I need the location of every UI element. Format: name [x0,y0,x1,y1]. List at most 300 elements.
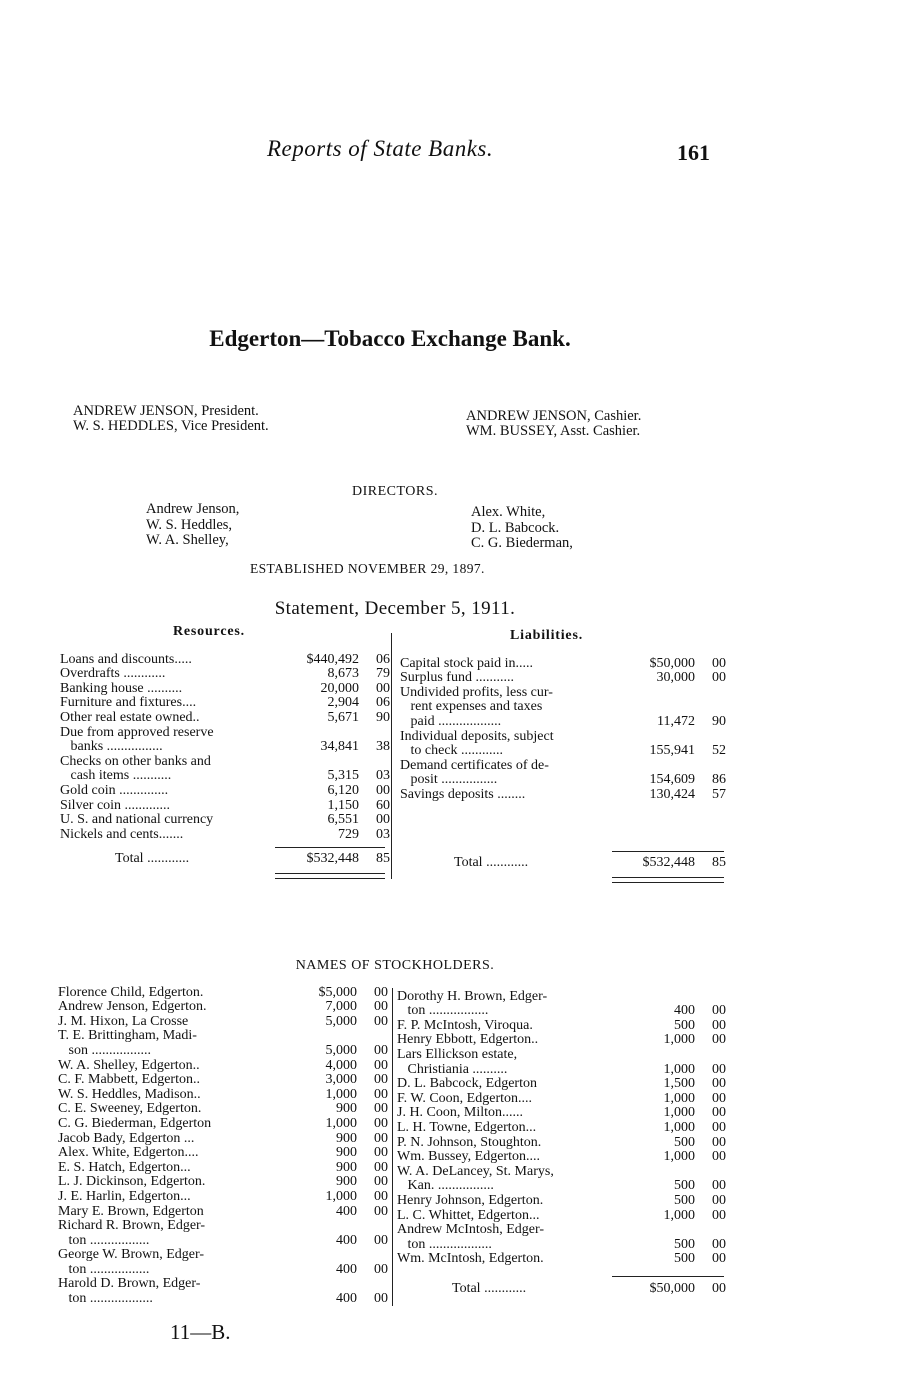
table-row [397,1120,726,1135]
liabilities-total [400,855,726,870]
row-label: Demand certificates of de- [400,758,549,773]
row-dollars: 500 [674,1251,695,1267]
liabilities-table [400,656,726,802]
row-cents: 00 [712,1032,726,1048]
table-row [397,1047,726,1062]
table-row [400,744,726,759]
row-cents: 00 [374,1072,388,1088]
table-row [60,798,390,813]
row-dollars: 11,472 [657,713,695,729]
row-cents: 00 [376,812,390,828]
row-cents: 90 [376,709,390,725]
row-cents: 00 [712,1149,726,1165]
table-row [400,671,726,686]
row-label: Henry Ebbott, Edgerton.. [397,1032,539,1048]
table-row [60,696,390,711]
row-label: posit ................ [400,772,498,788]
row-dollars [618,729,700,744]
table-row [58,1073,388,1088]
table-row [397,1018,726,1033]
row-label: Wm. Bussey, Edgerton.... [397,1149,540,1165]
row-cents [362,1219,388,1234]
row-cents: 00 [374,1291,388,1307]
liabilities-double-rule [612,877,724,883]
row-label: Undivided profits, less cur- [400,685,553,700]
row-cents: 57 [712,786,726,802]
row-label: Dorothy H. Brown, Edger- [397,989,548,1004]
row-dollars [618,685,700,700]
table-row [58,1262,388,1277]
row-label: Harold D. Brown, Edger- [58,1276,201,1292]
row-dollars: 155,941 [649,743,695,759]
row-cents: 00 [712,1134,726,1150]
table-row [58,1189,388,1204]
row-label: U. S. and national currency [60,812,214,828]
row-label: Andrew McIntosh, Edger- [397,1222,545,1238]
officer-president: ANDREW JENSON, President. [73,403,259,419]
officer-vice-president: W. S. HEDDLES, Vice President. [73,418,269,434]
row-cents [700,700,726,715]
row-cents: 38 [376,739,390,755]
table-row [58,1204,388,1219]
row-dollars [618,989,700,1004]
director-name: W. A. Shelley, [146,532,229,548]
table-row [58,1043,388,1058]
row-dollars: 900 [336,1130,357,1146]
row-label: paid .................. [400,714,502,729]
row-label: Checks on other banks and [60,754,211,769]
row-cents: 00 [712,1076,726,1092]
row-dollars: 900 [336,1174,357,1190]
row-cents [364,754,390,769]
table-row [60,652,390,667]
row-label: to check ............ [400,743,504,759]
row-cents: 00 [374,1159,388,1175]
row-cents: 00 [374,1057,388,1073]
row-cents: 00 [712,1192,726,1208]
row-dollars: 500 [674,1178,695,1194]
row-dollars: 400 [336,1232,357,1248]
row-label: Capital stock paid in..... [400,656,533,671]
table-row [397,1106,726,1121]
row-cents [362,1248,388,1263]
row-cents: 06 [376,695,390,711]
row-label: ton ................. [397,1003,489,1019]
row-label: Lars Ellickson estate, [397,1047,518,1062]
row-dollars: $440,492 [306,651,359,667]
row-cents: 00 [374,1203,388,1219]
row-label: L. J. Dickinson, Edgerton. [58,1174,206,1190]
row-label: F. P. McIntosh, Viroqua. [397,1018,533,1033]
row-cents: 00 [374,1086,388,1102]
row-label: Loans and discounts..... [60,652,192,667]
row-label: cash items ........... [60,768,172,784]
table-row [397,1252,726,1267]
liabilities-total-label: Total ............ [454,855,529,870]
director-name: W. S. Heddles, [146,516,233,533]
row-dollars: 5,000 [325,1013,357,1029]
row-dollars: 5,000 [325,1042,357,1058]
table-row [58,1175,388,1190]
row-label: ton ................. [58,1262,150,1277]
resources-total-cents: 85 [376,850,390,866]
row-cents: 00 [374,1145,388,1161]
row-label: C. E. Sweeney, Edgerton. [58,1101,202,1117]
row-cents: 00 [712,1105,726,1121]
row-cents: 00 [376,782,390,798]
row-cents: 00 [374,1013,388,1029]
table-row [58,1146,388,1161]
row-dollars: 500 [674,1017,695,1033]
row-cents: 00 [712,1017,726,1033]
row-dollars [280,1248,362,1263]
table-row [397,1223,726,1238]
stockholders-total-label: Total ............ [452,1281,527,1296]
row-cents: 06 [376,651,390,667]
row-dollars: 1,000 [663,1061,695,1077]
row-dollars: 130,424 [649,786,695,802]
row-dollars: 7,000 [325,999,357,1015]
row-dollars: 3,000 [325,1072,357,1088]
officers-right [466,409,641,439]
table-row [400,685,726,700]
row-label: L. C. Whittet, Edgerton... [397,1207,540,1223]
table-row [397,1179,726,1194]
row-label: W. A. DeLancey, St. Marys, [397,1164,554,1179]
row-cents: 60 [376,797,390,813]
liabilities-total-cents: 85 [712,854,726,870]
row-label: Due from approved reserve [60,724,214,740]
row-label: Kan. ................ [397,1178,494,1194]
row-label: W. S. Heddles, Madison.. [58,1087,201,1102]
statement-date: Statement, December 5, 1911. [274,598,516,619]
row-label: George W. Brown, Edger- [58,1247,205,1263]
row-label: Gold coin .............. [60,783,169,798]
page-number: 161 [677,140,710,165]
row-label: Nickels and cents....... [60,827,184,842]
row-label: ton ................. [58,1233,150,1248]
bank-title: Edgerton—Tobacco Exchange Bank. [209,326,571,351]
row-dollars: 1,000 [663,1090,695,1106]
table-row [400,656,726,671]
table-row [397,1150,726,1165]
row-dollars: 500 [674,1134,695,1150]
row-cents: 00 [712,1236,726,1252]
table-row [60,769,390,784]
row-dollars: 900 [336,1101,357,1117]
table-row [397,1164,726,1179]
row-cents [700,685,726,700]
row-cents: 00 [712,1090,726,1106]
row-label: ton .................. [58,1291,153,1307]
row-label: E. S. Hatch, Edgerton... [58,1160,191,1175]
liabilities-total-rule [612,851,724,852]
row-dollars: 34,841 [320,739,359,755]
row-cents [362,1029,388,1044]
liabilities-total-dollars: $532,448 [642,854,695,870]
table-row [60,827,390,842]
officers-left [73,404,269,434]
director-name: D. L. Babcock. [471,519,560,536]
director-name: C. G. Biederman, [471,535,573,551]
row-label: J. M. Hixon, La Crosse [58,1014,189,1029]
row-dollars [618,1223,700,1238]
row-dollars: $50,000 [649,655,695,671]
table-row [58,1087,388,1102]
table-row [397,1091,726,1106]
resources-total [60,851,390,866]
table-row [60,813,390,828]
directors-heading: DIRECTORS. [351,484,439,499]
row-label: Surplus fund ........... [400,670,514,686]
row-dollars: 2,904 [327,695,359,711]
officer-asst-cashier: WM. BUSSEY, Asst. Cashier. [466,423,641,439]
column-divider [391,633,392,879]
row-dollars: 729 [338,826,359,842]
row-dollars [618,1164,700,1179]
table-row [400,729,726,744]
table-row [58,1131,388,1146]
liabilities-heading: Liabilities. [510,628,583,643]
row-label: Wm. McIntosh, Edgerton. [397,1251,544,1267]
table-row [58,1160,388,1175]
row-dollars: 30,000 [656,670,695,686]
row-label: Andrew Jenson, Edgerton. [58,999,207,1015]
row-label: Florence Child, Edgerton. [58,985,204,1000]
row-label: C. G. Biederman, Edgerton [58,1116,212,1131]
row-dollars [618,1047,700,1062]
stockholders-total-rule [612,1276,724,1277]
table-row [400,714,726,729]
row-cents [362,1277,388,1292]
row-dollars: 400 [336,1261,357,1277]
row-cents: 00 [712,1207,726,1223]
row-label: Furniture and fixtures.... [60,695,197,711]
row-cents [700,758,726,773]
table-row [397,1004,726,1019]
table-row [60,667,390,682]
table-row [58,1291,388,1306]
row-label: Other real estate owned.. [60,710,200,725]
row-dollars [280,1029,362,1044]
table-row [397,1033,726,1048]
row-label: L. H. Towne, Edgerton... [397,1120,537,1135]
row-label: T. E. Brittingham, Madi- [58,1028,197,1044]
row-label: son ................. [58,1043,151,1058]
row-label: Silver coin ............. [60,797,171,813]
table-row [397,1208,726,1223]
resources-table [60,652,390,842]
row-dollars: 500 [674,1192,695,1208]
row-cents: 86 [712,772,726,788]
row-cents: 52 [712,743,726,759]
row-label: Savings deposits ........ [400,787,526,802]
row-cents: 00 [374,1261,388,1277]
row-dollars: 900 [336,1159,357,1175]
resources-total-dollars: $532,448 [306,850,359,866]
table-row [58,1116,388,1131]
row-label: J. H. Coon, Milton...... [397,1105,524,1121]
row-cents: 00 [712,1003,726,1019]
row-cents: 00 [712,1178,726,1194]
row-dollars: 1,000 [663,1105,695,1121]
table-row [397,1135,726,1150]
table-row [60,740,390,755]
row-dollars: 1,000 [325,1188,357,1204]
table-row [60,710,390,725]
row-cents [700,729,726,744]
row-cents [364,725,390,740]
table-row [58,1277,388,1292]
stockholders-column-divider [392,988,393,1306]
table-row [60,725,390,740]
stockholders-heading: NAMES OF STOCKHOLDERS. [295,958,495,973]
row-dollars: 20,000 [320,680,359,696]
row-label: Mary E. Brown, Edgerton [58,1203,204,1219]
row-cents: 00 [374,999,388,1015]
row-dollars: 1,000 [325,1115,357,1131]
row-cents: 00 [712,1061,726,1077]
row-label: Individual deposits, subject [400,728,554,744]
row-label: Banking house .......... [60,681,183,696]
row-cents [700,989,726,1004]
resources-total-label: Total ............ [115,851,190,866]
directors-right [471,505,573,552]
row-dollars: 1,000 [663,1207,695,1223]
table-row [397,1062,726,1077]
row-dollars [618,758,700,773]
row-dollars: 400 [336,1203,357,1219]
row-dollars: 6,551 [327,812,359,828]
signature-mark: 11—B. [170,1320,231,1344]
table-row [400,787,726,802]
row-cents: 00 [712,655,726,671]
table-row [60,681,390,696]
table-row [58,1029,388,1044]
table-row [58,1058,388,1073]
table-row [58,985,388,1000]
row-dollars: 8,673 [327,666,359,682]
row-dollars [280,1219,362,1234]
row-dollars: 400 [674,1003,695,1019]
row-cents: 00 [374,1042,388,1058]
director-name: Alex. White, [471,504,546,520]
row-label: Richard R. Brown, Edger- [58,1218,206,1234]
row-cents [700,1223,726,1238]
stockholders-right-table [397,989,726,1266]
director-name: Andrew Jenson, [146,501,240,517]
row-cents: 00 [712,670,726,686]
row-label: F. W. Coon, Edgerton.... [397,1091,532,1106]
row-dollars: 1,000 [325,1086,357,1102]
stockholders-left-table [58,985,388,1306]
row-label: Henry Johnson, Edgerton. [397,1193,544,1208]
stockholders-total-cents: 00 [712,1280,726,1296]
row-cents: 03 [376,768,390,784]
row-label: rent expenses and taxes [400,699,543,715]
row-dollars: $5,000 [318,984,357,1000]
row-label: banks ................ [60,739,163,755]
stockholders-total [397,1281,726,1296]
row-label: Jacob Bady, Edgerton ... [58,1130,195,1146]
established-date: ESTABLISHED NOVEMBER 29, 1897. [250,561,485,576]
running-header: Reports of State Banks. [267,136,494,161]
row-cents: 90 [712,713,726,729]
directors-left [146,502,239,549]
row-cents: 00 [374,1188,388,1204]
row-label: P. N. Johnson, Stoughton. [397,1134,542,1150]
row-dollars: 1,150 [327,797,359,813]
row-cents: 00 [374,1115,388,1131]
row-cents: 00 [374,1232,388,1248]
row-dollars: 1,000 [663,1119,695,1135]
row-dollars: 5,315 [327,768,359,784]
row-cents: 79 [376,666,390,682]
row-label: J. E. Harlin, Edgerton... [58,1189,191,1204]
resources-heading: Resources. [173,624,245,639]
row-label: C. F. Mabbett, Edgerton.. [58,1072,200,1088]
row-dollars: 1,000 [663,1032,695,1048]
table-row [400,773,726,788]
row-dollars: 154,609 [649,772,695,788]
row-dollars: 900 [336,1145,357,1161]
row-dollars [278,754,364,769]
row-dollars [618,700,700,715]
row-dollars: 4,000 [325,1057,357,1073]
row-dollars: 1,000 [663,1149,695,1165]
row-cents: 03 [376,826,390,842]
table-row [58,1102,388,1117]
row-cents: 00 [374,1130,388,1146]
row-cents: 00 [374,1101,388,1117]
table-row [397,1077,726,1092]
row-label: W. A. Shelley, Edgerton.. [58,1057,200,1073]
table-row [58,1233,388,1248]
row-cents [700,1047,726,1062]
row-cents: 00 [376,680,390,696]
row-cents: 00 [712,1119,726,1135]
row-dollars: 5,671 [327,709,359,725]
table-row [397,1193,726,1208]
row-cents [700,1164,726,1179]
resources-double-rule [275,873,385,879]
row-cents: 00 [374,984,388,1000]
stockholders-total-dollars: $50,000 [649,1280,695,1296]
table-row [58,1000,388,1015]
row-label: Overdrafts ............ [60,666,166,682]
row-label: Christiania .......... [397,1061,508,1077]
row-cents: 00 [374,1174,388,1190]
row-dollars [278,725,364,740]
row-dollars: 500 [674,1236,695,1252]
row-label: Alex. White, Edgerton.... [58,1145,199,1161]
row-label: D. L. Babcock, Edgerton [397,1076,537,1092]
table-row [397,1237,726,1252]
row-dollars: 400 [336,1291,357,1307]
table-row [397,989,726,1004]
table-row [400,758,726,773]
row-dollars: 1,500 [663,1076,695,1092]
row-label: ton .................. [397,1237,492,1252]
row-dollars: 6,120 [327,782,359,798]
table-row [400,700,726,715]
row-dollars [280,1277,362,1292]
resources-total-rule [275,847,385,848]
row-cents: 00 [712,1251,726,1267]
table-row [58,1014,388,1029]
officer-cashier: ANDREW JENSON, Cashier. [466,408,642,424]
table-row [60,783,390,798]
